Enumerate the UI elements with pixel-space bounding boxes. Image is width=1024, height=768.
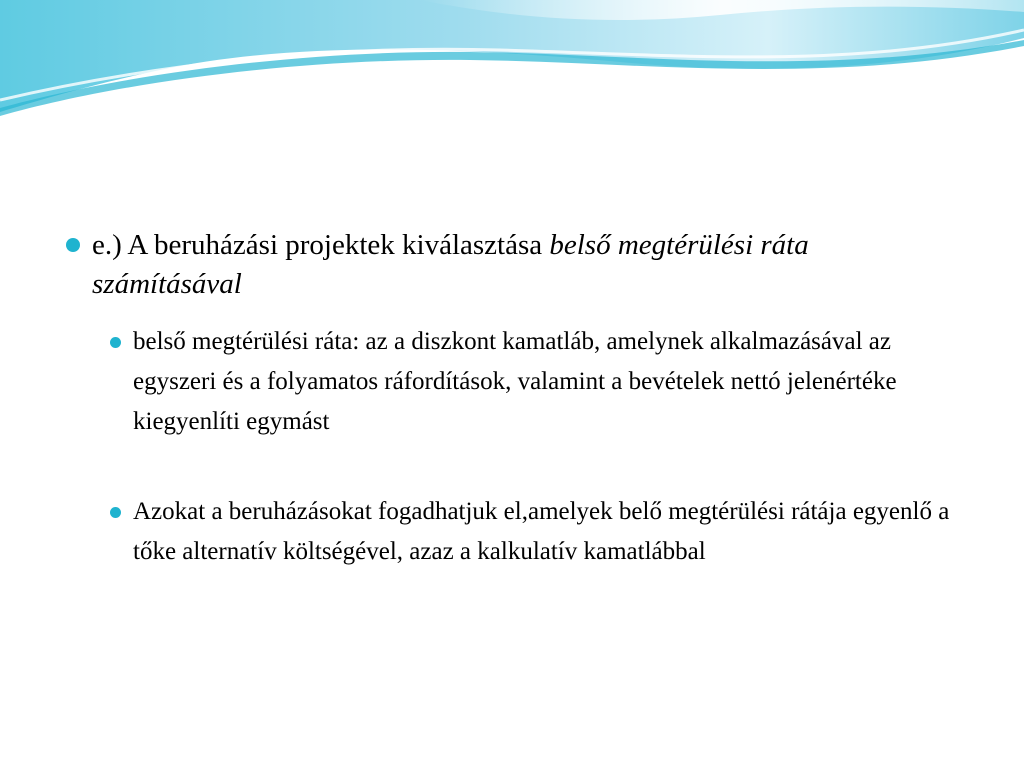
bullet-text-plain: e.) A beruházási projektek kiválasztása <box>92 229 550 261</box>
bullet-text: belső megtérülési ráta: az a diszkont kamatláb, amelynek alkalmazásával az egyszeri és a folyamatos ráfordítások, valamint a bevételek nettó jelenértéke kiegyenlíti egymást <box>133 328 897 435</box>
bullet-dot-icon <box>66 238 80 252</box>
bullet-dot-icon <box>110 507 121 518</box>
decorative-wave-header <box>0 0 1024 130</box>
bullet-dot-icon <box>110 337 121 348</box>
bullet-text-italic: belső megtérülési ráta számításával <box>92 229 809 300</box>
bullet-level1 <box>92 226 912 304</box>
bullet-level2-acceptance-rule <box>133 492 953 572</box>
bullet-text: Azokat a beruházásokat fogadhatjuk el,amelyek belő megtérülési rátája egyenlő a tőke alternatív költségével, azaz a kalkulatív kamatlábbal <box>133 498 950 565</box>
bullet-level2-definition <box>133 322 953 442</box>
